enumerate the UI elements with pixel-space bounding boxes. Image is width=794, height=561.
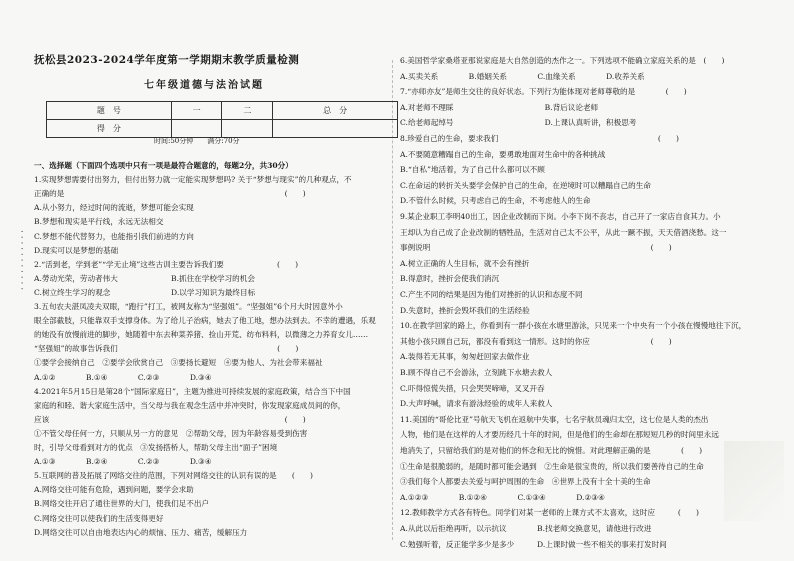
right-line: 其他小孩只顾自己玩，都没有看到这一情形。这时的你应 ( ) bbox=[400, 336, 672, 346]
right-line: C.勉强听着，反正能学多少是多少 D.上课时做一些不相关的事来打发时间 bbox=[400, 539, 667, 549]
right-line: D.不管什么时候，只考虑自己的生命，不考虑他人的生命 bbox=[400, 196, 591, 206]
score-total: 总 分 bbox=[273, 102, 398, 120]
right-line: B.“自私”地活着，为了自己什么都可以不顾 bbox=[400, 165, 545, 175]
score-cell-2[interactable] bbox=[222, 120, 273, 138]
left-line: 1.实现梦想需要付出努力，但付出努力就一定能实现梦想吗? 关于“梦想与现实”的几种观点，不 bbox=[34, 175, 352, 185]
left-line: 时，引导父母看到对方的优点 ③发扬搭桥人，帮助父母主出“面子”困境 bbox=[34, 443, 278, 452]
score-label-row: 得 分 bbox=[47, 120, 172, 138]
right-column bbox=[400, 0, 747, 561]
left-line: “坚强姐”的故事告诉我们 ( ) bbox=[34, 344, 299, 354]
right-line: A.对老师不理睬 B.背后议论老师 bbox=[400, 102, 599, 112]
left-column bbox=[34, 0, 384, 561]
right-line: 事例说明 ( ) bbox=[400, 243, 672, 253]
right-line: 王却认为自己成了企业改制的牺牲品，生活对自己太不公平，从此一蹶不振，天天借酒浇愁。这一 bbox=[400, 227, 727, 237]
left-line: ①不管父母任何一方，只顺从另一方的意见 ②帮助父母，因为年龄容易受到伤害 bbox=[34, 428, 308, 438]
right-line: 11.美国的“哥伦比亚”号航天飞机在返航中失事，七名宇航员魂归太空，这七位是人类的杰出 bbox=[400, 414, 709, 424]
score-label-header: 题 号 bbox=[47, 102, 172, 120]
left-line: D.网络交往可以自由地表达内心的烦恼、压力、痛苦，缓解压力 bbox=[34, 527, 248, 537]
left-line: 一、选择题（下面四个选项中只有一项是最符合题意的，每题2分，共30分） bbox=[34, 161, 293, 170]
right-line: ③我们每个人都要去关爱与呵护周围的生命 ④世界上没有十全十美的生命 bbox=[400, 477, 651, 487]
left-line: 家庭的和睦、谐大家庭生活中，当父母与我在观念生活中并冲突时，你发现家庭成员间的你， bbox=[34, 400, 346, 410]
left-line: A.勞动光荣，劳动者伟大 B.抓住在学校学习的机会 bbox=[34, 273, 255, 283]
left-line: ①要学会接纳自己 ②要学会欣赏自己 ③要扬长避短 ④要为他人、为社会带来福祉 bbox=[34, 358, 323, 368]
scan-smudge bbox=[724, 441, 784, 521]
right-line: D.大声呼喊，请求有游泳经验的成年人来救人 bbox=[400, 399, 553, 409]
right-line: ①生命是很脆弱的，是随时都可能会遇到 ②生命是很宝贵的，所以我们要善待自己的生命 bbox=[400, 461, 704, 471]
right-line: A.从此以后拒绝再听，以示抗议 B.找老师交换意见，请他进行改进 bbox=[400, 524, 652, 533]
right-line: C.吓得惊慌失措，只会哭哭啼啼，叉叉开吞 bbox=[400, 383, 545, 393]
right-line: 8.珍爱自己的生命，要求我们 ( ) bbox=[400, 134, 679, 143]
left-line: 2.“活到老，学到老”“学无止境”这些古训主要告诉我们要 ( ) bbox=[34, 259, 299, 269]
left-line: A.从小努力，经过时间的流逝，梦想可能会实现 bbox=[34, 203, 194, 213]
left-line: A.网络交往可能有危险，遇到问题，要学会求助 bbox=[34, 485, 194, 495]
left-line: C.网络交往可以使我们的生活变得更好 bbox=[34, 513, 164, 523]
exam-subtitle: 七年级道德与法治试题 bbox=[144, 80, 264, 91]
right-line: A.不要随意糟蹋自己的生命，要勇敢地面对生命中的各种挑战 bbox=[400, 149, 606, 159]
left-line: 的她没有放慢前进的脚步，她随着中东去种菜养猪、捡山开荒、纺布料料，以微薄之力养育女儿…… bbox=[34, 330, 369, 340]
left-line: B.梦想和现实是平行线，永远无法相交 bbox=[34, 217, 164, 227]
left-line: 3.五旬农夫湛凤凌夫双眼，“跑行”打工，被网友称为“坚强姐”。“坚强姐”6个月大时因意外小 bbox=[34, 302, 343, 311]
left-line: C.梦想不能代替努力，也能指引我们前进的方向 bbox=[34, 231, 194, 241]
left-line: A.①③ B.②④ C.②③ D.③④ bbox=[34, 457, 212, 467]
left-line: A.①② B.①④ C.②③ D.③④ bbox=[34, 372, 212, 382]
left-line: 眼全部截肢，只能靠双手支撑身体。为了给儿子治病，她去了他工地，想办法到去。不幸的遭遇，乐观 bbox=[34, 316, 376, 326]
left-line: D.现实可以是梦想的基础 bbox=[34, 245, 119, 255]
right-line: C.产生不同的结果是因为他们对挫折的认识和态度不同 bbox=[400, 290, 583, 299]
left-line: 应该 ( ) bbox=[34, 414, 306, 424]
exam-meta: 时间:50分钟 满分:70分 bbox=[154, 137, 240, 145]
left-line: 4.2021年5月15日是第28个“国际家庭日”，主题为推进可持续发展的家庭政策，结合当下中国 bbox=[34, 386, 351, 396]
score-cell-total[interactable] bbox=[273, 120, 398, 138]
right-line: 9.某企业职工李明40出工，因企业改制而下岗。小李下岗不丧志，自己开了一家店自食其力。小 bbox=[400, 212, 721, 221]
right-line: A.买卖关系 B.婚姻关系 C.血缘关系 D.收养关系 bbox=[400, 71, 645, 81]
right-line: C.给老师起绰号 D.上课认真听讲，积极思考 bbox=[400, 118, 637, 128]
right-line: 12.教师教学方式各有特色。同学们对某一老师的上课方式不太喜欢，这时应 ( ) bbox=[400, 508, 699, 518]
right-line: 7.“亦师亦友”是师生交往的良好状态。下列行为能体现对老师尊敬的是 ( ) bbox=[400, 87, 687, 97]
right-line: 地消失了，只留给我们的是对他们的怀念和无比的惋惜。对此理解正确的是 ( ) bbox=[400, 446, 703, 455]
left-line: 5.互联网的普及拓展了网络交往的范围，下列对网络交往的认识有误的是 ( ) bbox=[34, 471, 313, 481]
right-line: C.在命运的转折关头要学会保护自己的生命，在逆境时可以糟蹋自己的生命 bbox=[400, 180, 651, 190]
left-line: C.树立终生学习的观念 D.以学习知识为最终目标 bbox=[34, 287, 256, 297]
right-line: B.顾不得自己不会游泳，立刻跳下水塘去救人 bbox=[400, 368, 553, 377]
right-line: B.得意时，挫折会使我们消沉 bbox=[400, 274, 500, 284]
score-section-1: 一 bbox=[171, 102, 222, 120]
left-line: B.网络交往开启了通往世界的大门，使我们足不出户 bbox=[34, 499, 210, 509]
exam-title: 抚松县2023-2024学年度第一学期期末教学质量检测 bbox=[34, 54, 300, 66]
right-line: 人物，他们是在这样的人才要历经几十年的时间，但是他们的生命却在那短短几秒的时间里永远 bbox=[400, 430, 719, 440]
left-line: 正确的是 ( ) bbox=[34, 189, 306, 199]
right-line: A.树立正确的人生目标，就不会有挫折 bbox=[400, 258, 530, 268]
right-line: 6.美国哲学家桑塔亚那说家庭是大自然创造的杰作之一。下列选项不能确立家庭关系的是 ( ) bbox=[400, 56, 725, 65]
right-line: A.装得若无其事，匆匆赶回家去做作业 bbox=[400, 352, 530, 362]
seal-line: · · · · · · · · · · · bbox=[16, 230, 26, 291]
right-line: A.①②③ B.①②④ C.①③④ D.②③④ bbox=[400, 492, 605, 502]
score-table bbox=[46, 101, 398, 138]
right-line: 10.在教学回家的路上，你看到有一群小孩在水塘里游泳，只见来一个中央有一个小孩在慢慢地往下沉， bbox=[400, 321, 747, 331]
right-line: D.失意时，挫折会毁坏我们的生活经验 bbox=[400, 305, 530, 315]
score-section-2: 二 bbox=[222, 102, 273, 120]
score-cell-1[interactable] bbox=[171, 120, 222, 138]
